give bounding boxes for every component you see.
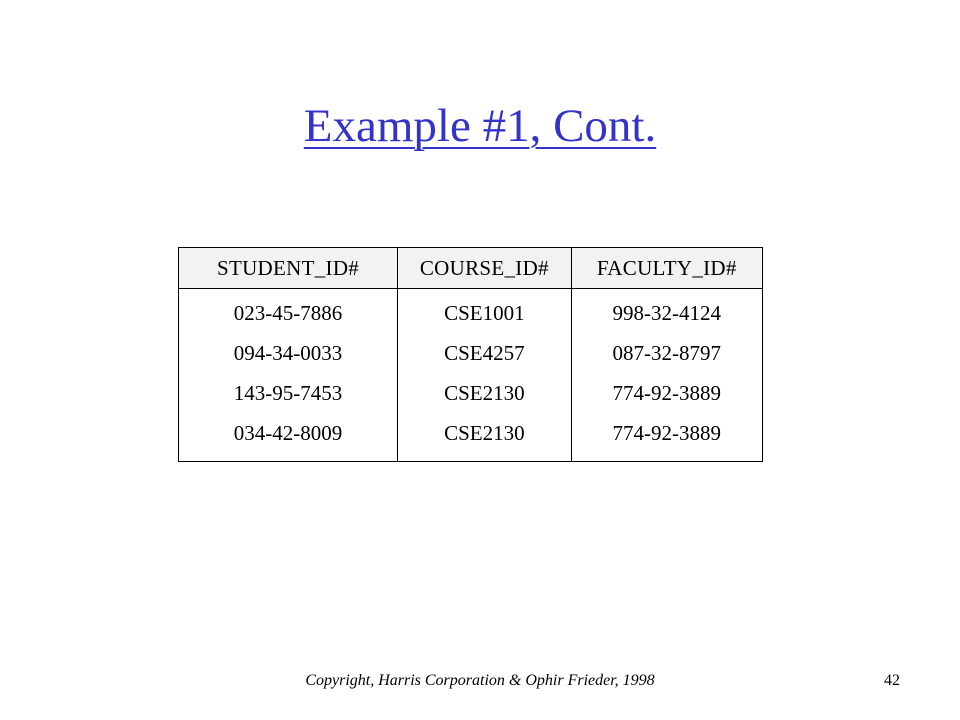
cell-course-id: CSE1001 [398,289,571,334]
table-row [179,289,763,334]
cell-faculty-id: 998-32-4124 [571,289,762,334]
slide-title [0,98,960,154]
footer-copyright: Copyright, Harris Corporation & Ophir Frieder, 1998 [305,672,655,689]
table-header-row [179,248,763,289]
cell-faculty-id: 087-32-8797 [571,333,762,373]
cell-faculty-id: 774-92-3889 [571,413,762,462]
page-number: 42 [884,672,900,689]
cell-student-id: 034-42-8009 [233,420,343,445]
cell-course-id: CSE2130 [398,413,571,462]
column-header-faculty-id: FACULTY_ID# [571,248,762,289]
slide-title-text: Example #1, Cont. [303,100,657,152]
cell-course-id: CSE4257 [398,333,571,373]
column-header-course-id: COURSE_ID# [398,248,571,289]
table-row [179,413,763,462]
column-header-student-id: STUDENT_ID# [179,248,398,289]
cell-student-id: 094-34-0033 [233,340,343,365]
cell-course-id: CSE2130 [398,373,571,413]
table-row [179,373,763,413]
cell-student-id: 143-95-7453 [233,380,343,405]
table-row [179,333,763,373]
enrollment-table [178,247,763,462]
cell-student-id: 023-45-7886 [233,300,343,325]
cell-faculty-id: 774-92-3889 [571,373,762,413]
